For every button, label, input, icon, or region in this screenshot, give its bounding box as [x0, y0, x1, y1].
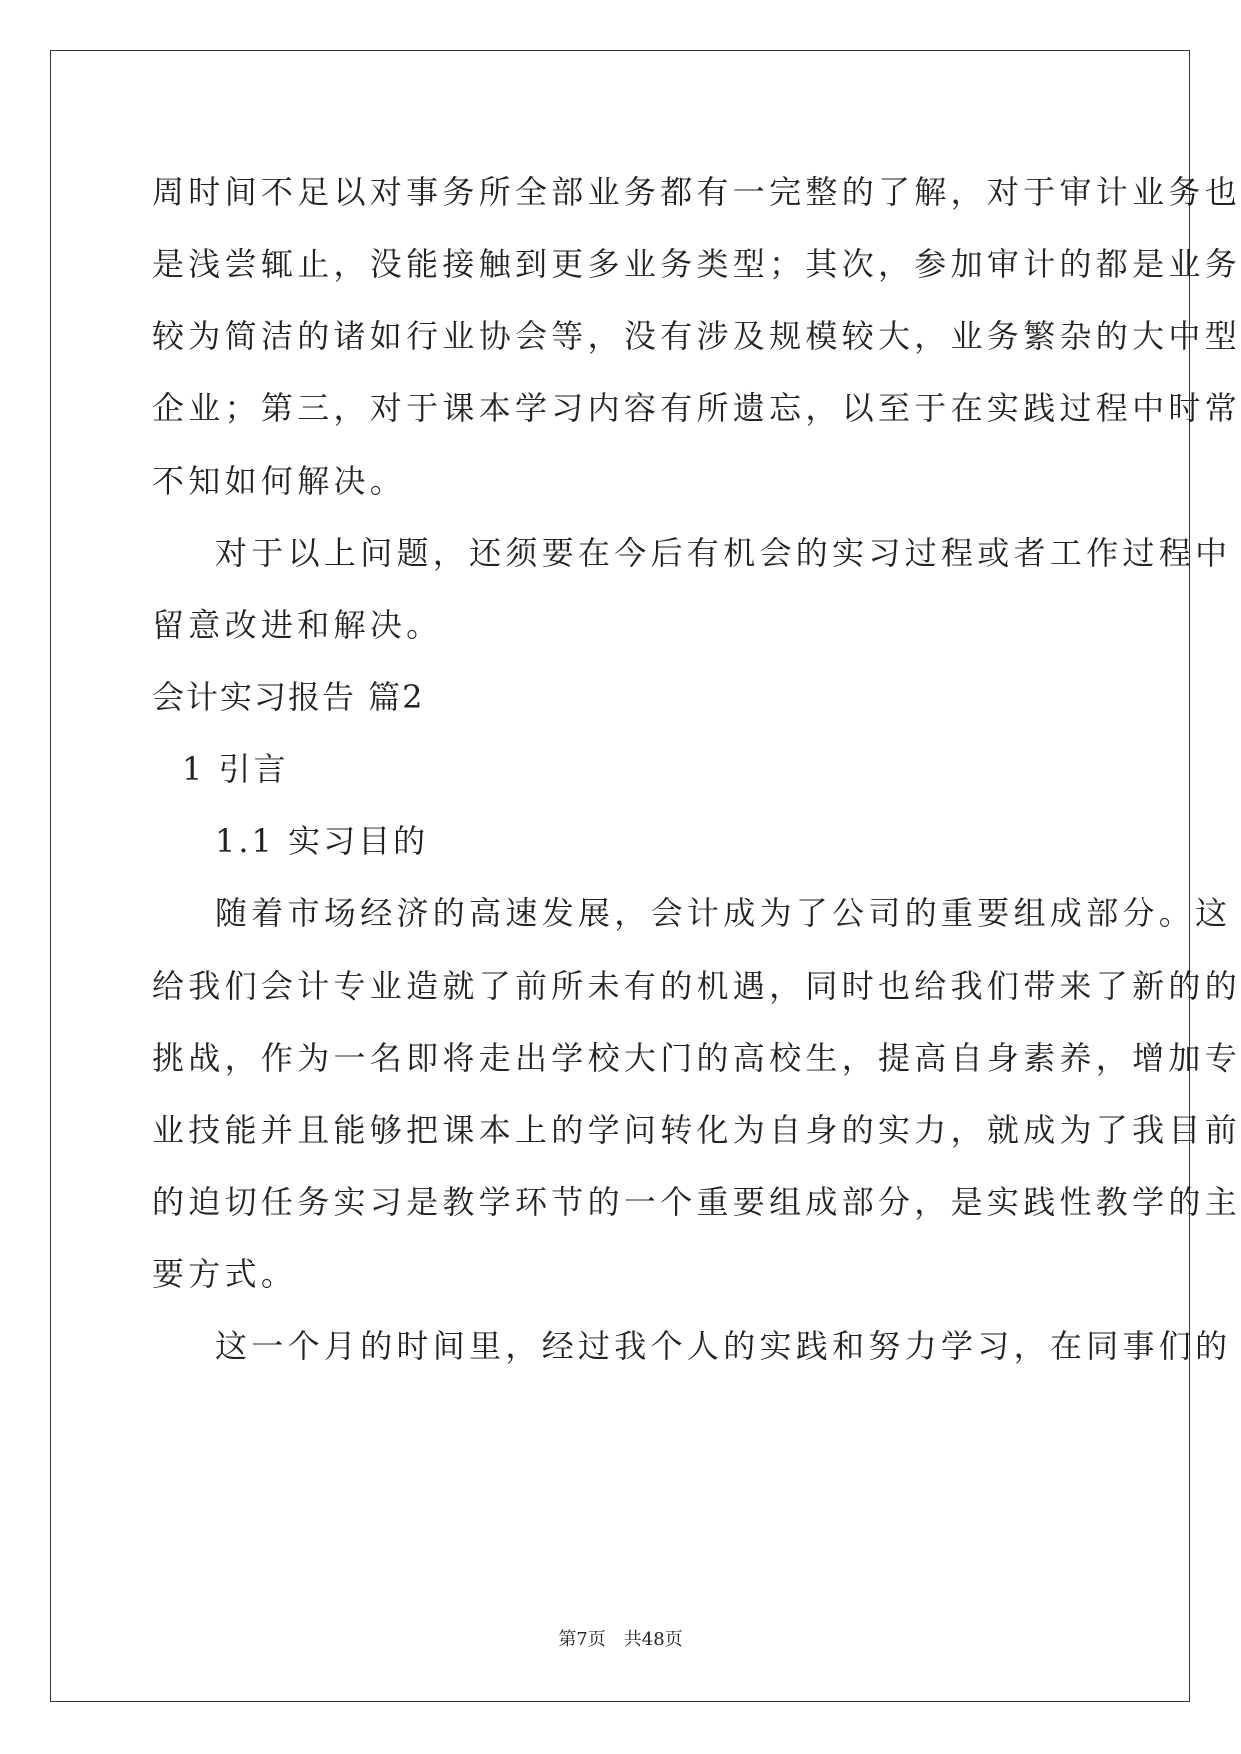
text-line: 是浅尝辄止，没能接触到更多业务类型；其次，参加审计的都是业务 [152, 245, 1241, 283]
text-line: 给我们会计专业造就了前所未有的机遇，同时也给我们带来了新的的 [152, 967, 1241, 1005]
page-total: 共48页 [623, 1629, 683, 1650]
text-line: 周时间不足以对事务所全部业务都有一完整的了解，对于审计业务也 [152, 173, 1241, 211]
page-number: 第7页 [558, 1629, 606, 1650]
text-line: 较为简洁的诸如行业协会等，没有涉及规模较大，业务繁杂的大中型 [152, 317, 1241, 355]
text-line: 要方式。 [152, 1255, 298, 1293]
heading-level-1: 1 引言 [182, 750, 289, 788]
paragraph-first-line: 随着市场经济的高速发展，会计成为了公司的重要组成部分。这 [215, 894, 1232, 932]
text-line: 业技能并且能够把课本上的学问转化为自身的实力，就成为了我目前 [152, 1111, 1241, 1149]
text-line: 留意改进和解决。 [152, 606, 443, 644]
text-line: 挑战，作为一名即将走出学校大门的高校生，提高自身素养，增加专 [152, 1039, 1241, 1077]
text-line: 不知如何解决。 [152, 462, 407, 500]
text-line: 企业；第三，对于课本学习内容有所遗忘，以至于在实践过程中时常 [152, 389, 1241, 427]
paragraph-first-line: 这一个月的时间里，经过我个人的实践和努力学习，在同事们的 [215, 1327, 1232, 1365]
text-line: 的迫切任务实习是教学环节的一个重要组成部分，是实践性教学的主 [152, 1183, 1241, 1221]
page-border [50, 50, 1190, 1702]
section-title: 会计实习报告 篇2 [152, 678, 425, 716]
heading-level-2: 1.1 实习目的 [215, 822, 429, 860]
paragraph-first-line: 对于以上问题，还须要在今后有机会的实习过程或者工作过程中 [215, 534, 1232, 572]
page-footer [0, 1629, 1241, 1651]
